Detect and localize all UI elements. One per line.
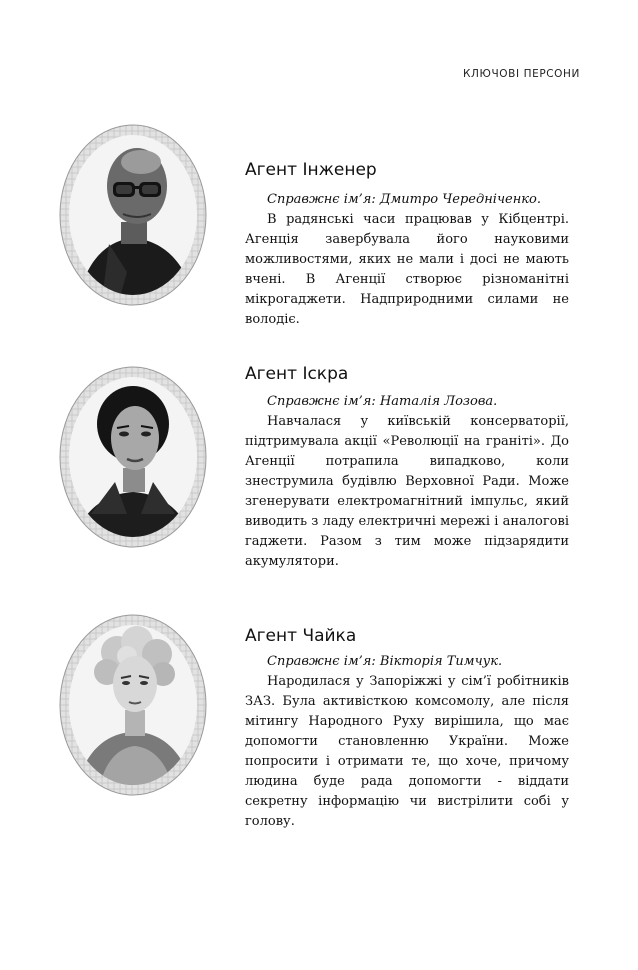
running-head: КЛЮЧОВІ ПЕРСОНИ <box>463 68 580 80</box>
agent-bio <box>245 392 569 572</box>
agent-description: В радянські часи працював у Кібцентрі. Агенція завербувала його науковими можливостями, яких не мали і досі не мають вчені. В Агенції створює різноманітні мікрогаджети. Надприродними силами не володіє. <box>245 212 569 327</box>
agent-real-name: Справжнє ім’я: Вікторія Тимчук. <box>267 654 503 669</box>
agent-name: Агент Іскра <box>245 364 349 384</box>
agent-bio <box>245 190 569 330</box>
agent-bio <box>245 652 569 832</box>
portrait-curly-haired-woman <box>57 612 209 798</box>
agent-description: Народилася у Запоріжжі у сім’ї робітників ЗАЗ. Була активісткою комсомолу, але після мітингу Народного Руху вирішила, що має допомогти становленню України. Може попросити і отримати те, що хоче, причому людина буде рада допомогти - віддати секретну інформацію чи вистрілити собі у голову. <box>245 674 569 829</box>
agent-name: Агент Інженер <box>245 160 377 180</box>
portrait-dark-haired-woman <box>57 364 209 550</box>
portrait-bald-man-glasses <box>57 122 209 308</box>
agent-description: Навчалася у київській консерваторії, підтримувала акції «Революції на граніті». До Агенції потрапила випадково, коли знеструмила будівлю Верховної Ради. Може згенерувати електромагнітний імпульс, який виводить з ладу електричні мережі і аналогові гаджети. Разом з тим може підзарядити акумулятори. <box>245 414 569 569</box>
agent-real-name: Справжнє ім’я: Наталія Лозова. <box>267 394 498 409</box>
agent-name: Агент Чайка <box>245 626 357 646</box>
agent-real-name: Справжнє ім’я: Дмитро Чередніченко. <box>267 192 542 207</box>
